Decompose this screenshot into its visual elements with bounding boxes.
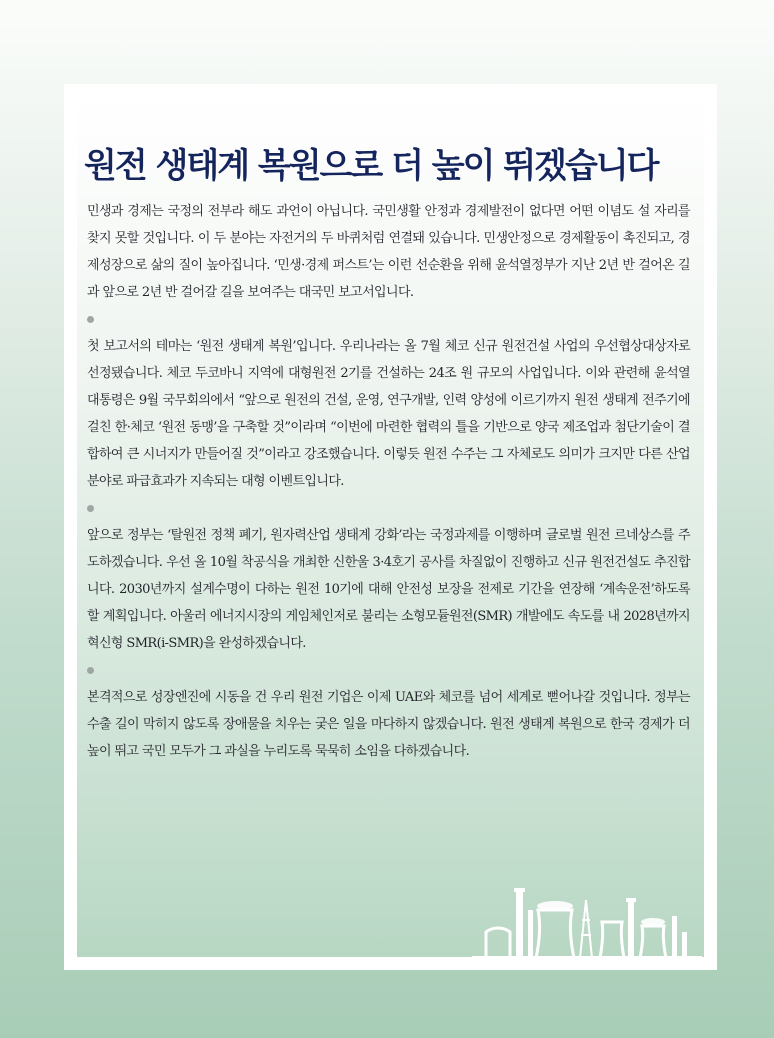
paragraph-3: 앞으로 정부는 ‘탈원전 정책 폐기, 원자력산업 생태계 강화’라는 국정과제를 이행하며 글로벌 원전 르네상스를 주도하겠습니다. 우선 올 10월 착공식을 개최한 신한울 3·4호기 공사를 차질없이 진행하고 신규 원전건설도 추진합니다. 2030년까지 설계수명이 다하는 원전 10기에 대해 안전성 보장을 전제로 기간을 연장해 ‘계속운전’하도록 할 계획입니다. 아울러 에너지시장의 게임체인저로 불리는 소형모듈원전(SMR) 개발에도 속도를 내 2028년까지 혁신형 SMR(i-SMR)을 완성하겠습니다. bbox=[87, 528, 690, 651]
paragraph-1: 민생과 경제는 국정의 전부라 해도 과언이 아닙니다. 국민생활 안정과 경제발전이 없다면 어떤 이념도 설 자리를 찾지 못할 것입니다. 이 두 분야는 자전거의 두 바퀴처럼 연결돼 있습니다. 민생안정으로 경제활동이 촉진되고, 경제성장으로 삶의 질이 높아집니다. ‘민생·경제 퍼스트’는 이런 선순환을 위해 윤석열정부가 지난 2년 반 걸어온 길과 앞으로 2년 반 걸어갈 길을 보여주는 대국민 보고서입니다. bbox=[87, 204, 690, 300]
paragraph-2: 첫 보고서의 테마는 ‘원전 생태계 복원’입니다. 우리나라는 올 7월 체코 신규 원전건설 사업의 우선협상대상자로 선정됐습니다. 체코 두코바니 지역에 대형원전 2기를 건설하는 24조 원 규모의 사업입니다. 이와 관련해 윤석열 대통령은 9월 국무회의에서 “앞으로 원전의 건설, 운영, 연구개발, 인력 양성에 이르기까지 원전 생태계 전주기에 걸친 한·체코 ‘원전 동맹’을 구축할 것”이라며 “이번에 마련한 협력의 틀을 기반으로 양국 제조업과 첨단기술이 결합하여 큰 시너지가 만들어질 것”이라고 강조했습니다. 이렇듯 원전 수주는 그 자체로도 의미가 크지만 다른 산업 분야로 파급효과가 지속되는 대형 이벤트입니다. bbox=[87, 339, 690, 489]
bullet-divider bbox=[87, 657, 690, 684]
article-title: 원전 생태계 복원으로 더 높이 뛰겠습니다 bbox=[84, 146, 658, 186]
power-plant-icon bbox=[472, 880, 702, 960]
bullet-divider bbox=[87, 495, 690, 522]
paragraph-4: 본격적으로 성장엔진에 시동을 건 우리 원전 기업은 이제 UAE와 체코를 넘어 세계로 뻗어나갈 것입니다. 정부는 수출 길이 막히지 않도록 장애물을 치우는 궂은 일을 마다하지 않겠습니다. 원전 생태계 복원으로 한국 경제가 더 높이 뛰고 국민 모두가 그 과실을 누리도록 묵묵히 소임을 다하겠습니다. bbox=[87, 690, 690, 759]
bullet-divider bbox=[87, 306, 690, 333]
article-body bbox=[87, 198, 690, 765]
